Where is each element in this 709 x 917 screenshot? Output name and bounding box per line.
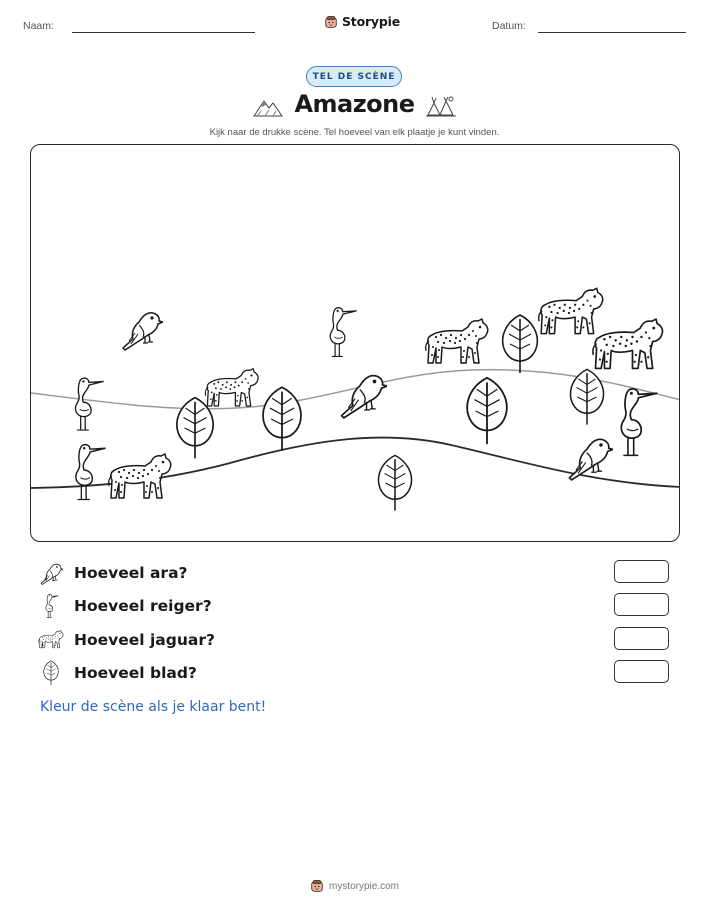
ara-icon [123, 313, 163, 350]
leaf-icon [467, 378, 507, 444]
activity-badge: TEL DE SCÈNE [306, 66, 402, 87]
jaguar-icon [539, 288, 603, 333]
date-line[interactable] [538, 32, 686, 33]
heron-icon [75, 378, 103, 430]
jaguar-icon [426, 319, 488, 363]
heron-icon [330, 308, 356, 357]
jaguar-icon [593, 319, 663, 368]
jaguar-icon [38, 627, 64, 653]
question-text: Hoeveel blad? [74, 664, 197, 682]
ara-icon [569, 439, 613, 480]
jaguar-icon [205, 369, 258, 406]
heron-icon [76, 445, 105, 500]
question-row-reiger [38, 591, 678, 621]
question-row-blad [38, 658, 678, 688]
jaguar-icon [109, 454, 171, 498]
village-icon [426, 95, 456, 117]
name-line[interactable] [72, 32, 255, 33]
heron-icon [38, 593, 64, 619]
answer-box-reiger[interactable] [614, 593, 669, 616]
leaf-icon [570, 369, 603, 424]
answer-box-blad[interactable] [614, 660, 669, 683]
coloring-instruction: Kleur de scène als je klaar bent! [40, 699, 267, 715]
ara-icon [342, 376, 387, 418]
leaf-icon [177, 398, 213, 459]
question-text: Hoeveel reiger? [74, 597, 212, 615]
scene-illustration [31, 145, 680, 542]
answer-box-ara[interactable] [614, 560, 669, 583]
leaf-icon [263, 387, 301, 451]
instruction-text: Kijk naar de drukke scène. Tel hoeveel van elk plaatje je kunt vinden. [209, 127, 500, 138]
name-label: Naam: [23, 20, 54, 32]
leaf-icon [503, 315, 538, 373]
page-footer [0, 879, 709, 893]
answer-box-jaguar[interactable] [614, 627, 669, 650]
question-text: Hoeveel ara? [74, 564, 188, 582]
mascot-icon [310, 879, 324, 893]
leaf-icon [378, 455, 411, 510]
footer-url[interactable]: mystorypie.com [328, 880, 399, 892]
question-text: Hoeveel jaguar? [74, 631, 215, 649]
date-label: Datum: [492, 20, 526, 32]
leaf-icon [38, 660, 64, 686]
question-row-ara [38, 558, 678, 588]
mascot-icon [324, 15, 338, 29]
brand-logo [324, 14, 400, 29]
brand-name: Storypie [342, 14, 400, 29]
question-row-jaguar [38, 625, 678, 655]
counting-scene [30, 144, 680, 542]
ara-icon [38, 560, 64, 586]
heron-icon [621, 389, 656, 455]
page-title: Amazone [294, 90, 415, 118]
